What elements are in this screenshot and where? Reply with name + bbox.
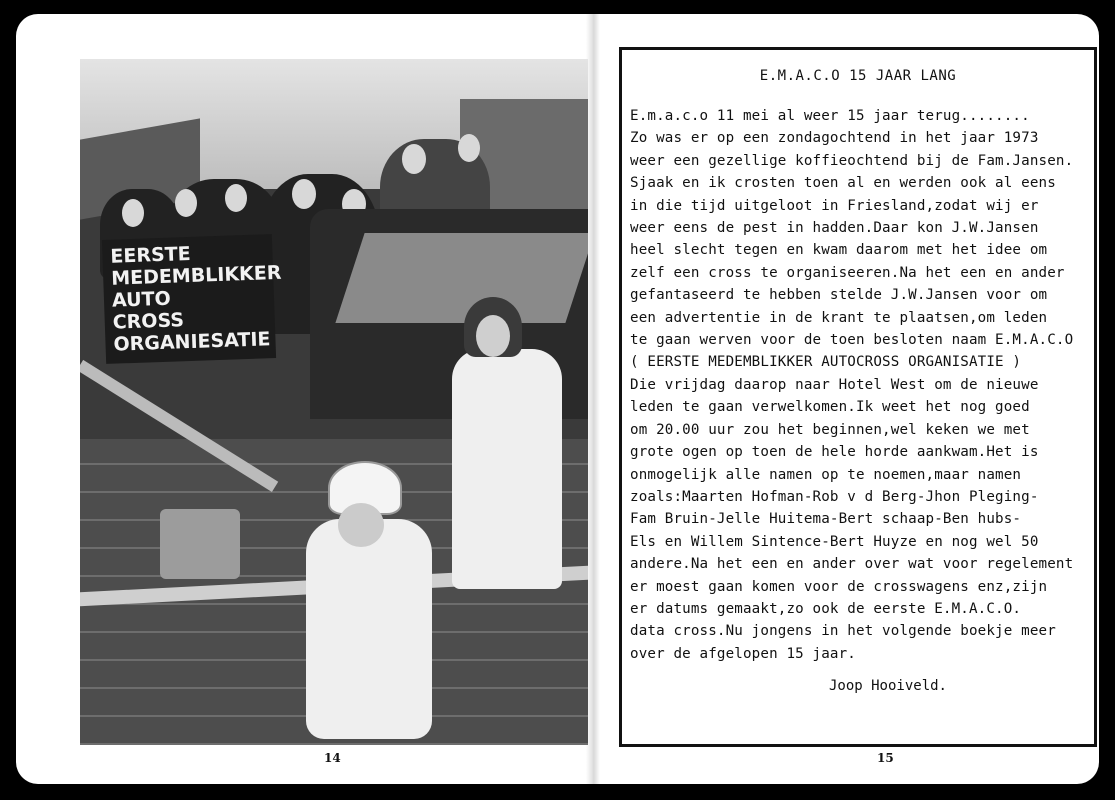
page-number-left: 14 <box>324 751 341 765</box>
article-line: zoals:Maarten Hofman-Rob v d Berg-Jhon Pleging- <box>630 488 1039 505</box>
article-line: te gaan werven voor de toen besloten naam E.M.A.C.O <box>630 332 1074 349</box>
photo-face <box>292 179 316 209</box>
article-line: E.m.a.c.o 11 mei al weer 15 jaar terug........ <box>630 108 1030 124</box>
article-signature: Joop Hooiveld. <box>828 678 947 694</box>
photo-barrel <box>160 509 240 579</box>
article-line: zelf een cross te organiseeren.Na het een en ander <box>630 264 1065 281</box>
article-line: om 20.00 uur zou het beginnen,wel keken we met <box>630 421 1030 438</box>
article-line: onmogelijk alle namen op te noemen,maar namen <box>630 466 1022 483</box>
article-line: grote ogen op toen de hele horde aankwam.Het is <box>630 444 1039 461</box>
sign-line: CROSS <box>112 309 185 334</box>
article-line: data cross.Nu jongens in het volgende boekje meer <box>630 623 1056 640</box>
booklet-spread <box>16 14 1099 784</box>
article-line: Zo was er op een zondagochtend in het jaar 1973 <box>630 130 1039 147</box>
article-frame <box>619 47 1097 747</box>
article-line: gefantaseerd te hebben stelde J.W.Jansen voor om <box>630 287 1048 304</box>
article-line: er moest gaan komen voor de crosswagens enz,zijn <box>630 578 1048 595</box>
article-line: heel slecht tegen en kwam daarom met het idee om <box>630 242 1048 259</box>
article-line: over de afgelopen 15 jaar. <box>630 645 856 662</box>
page-gutter <box>586 14 600 784</box>
article-line: weer een gezellige koffieochtend bij de Fam.Jansen. <box>630 152 1074 169</box>
sign-line: MEDEMBLIKKER <box>110 261 282 290</box>
article-line: Fam Bruin-Jelle Huitema-Bert schaap-Ben hubs- <box>630 511 1022 528</box>
article-body <box>630 105 1092 665</box>
photo-face <box>225 184 247 212</box>
article-line: ( EERSTE MEDEMBLIKKER AUTOCROSS ORGANISATIE ) <box>630 354 1022 371</box>
photo-face <box>402 144 426 174</box>
photo-car-windshield <box>335 233 588 323</box>
photo-face <box>175 189 197 217</box>
autocross-photo <box>80 59 588 745</box>
sign-line: ORGANIESATIE <box>113 328 271 356</box>
article-line: weer eens de pest in hadden.Daar kon J.W.Jansen <box>630 220 1039 237</box>
article-line: een advertentie in de krant te plaatsen,om leden <box>630 309 1048 326</box>
article-line: leden te gaan verwelkomen.Ik weet het nog goed <box>630 399 1030 416</box>
article-line: in die tijd uitgeloot in Friesland,zodat wij er <box>630 197 1039 214</box>
photo-face <box>338 503 384 547</box>
article-line: Els en Willem Sintence-Bert Huyze en nog wel 50 <box>630 533 1039 550</box>
photo-face <box>458 134 480 162</box>
article-line: Die vrijdag daarop naar Hotel West om de nieuwe <box>630 376 1039 393</box>
article-title: E.M.A.C.O 15 JAAR LANG <box>759 68 957 84</box>
photo-face <box>122 199 144 227</box>
page-number-right: 15 <box>877 751 894 765</box>
article-line: Sjaak en ik crosten toen al en werden ook al eens <box>630 175 1056 192</box>
article-line: andere.Na het een en ander over wat voor regelement <box>630 556 1074 573</box>
emaco-sign <box>102 234 282 364</box>
photo-face <box>476 315 510 357</box>
sign-line: EERSTE <box>110 242 192 268</box>
sign-line: AUTO <box>111 287 172 312</box>
photo-child-standing <box>452 349 562 589</box>
photo-child-kneeling <box>306 519 432 739</box>
article-line: er datums gemaakt,zo ook de eerste E.M.A.C.O. <box>630 600 1022 617</box>
